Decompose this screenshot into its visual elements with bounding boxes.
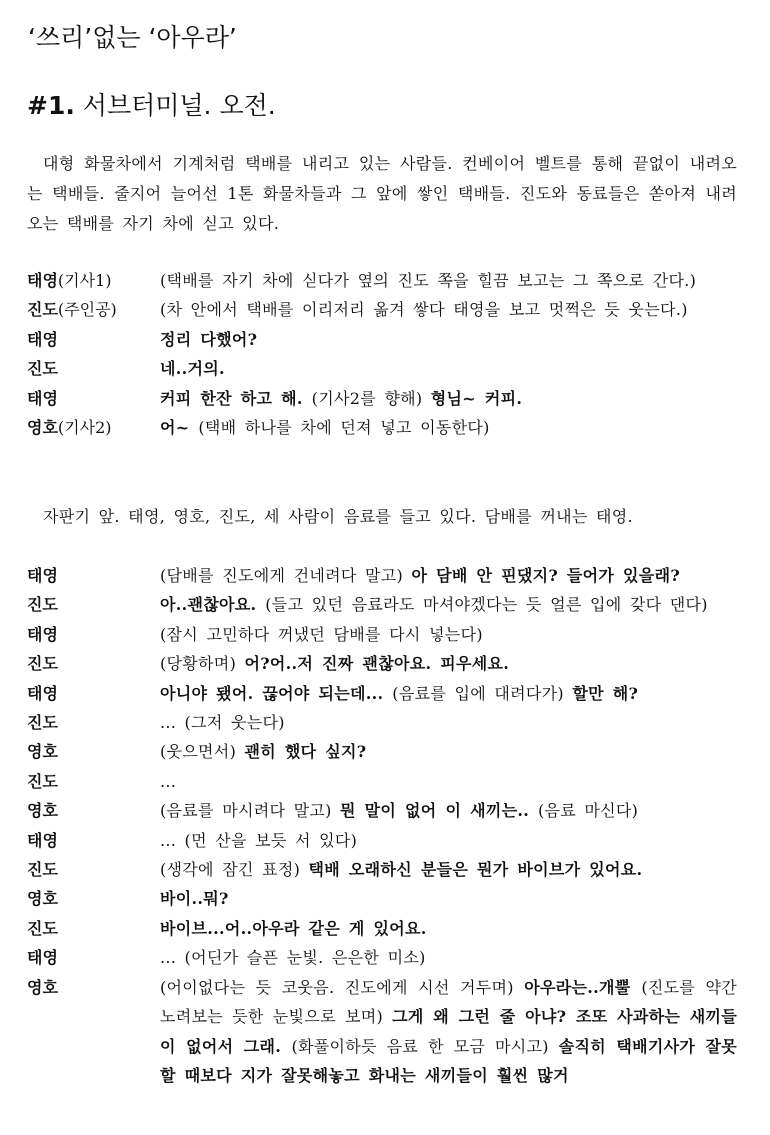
- stage-direction: ...: [160, 771, 177, 791]
- speaker-label: [27, 737, 160, 766]
- action-description-1: 대형 화물차에서 기계처럼 택배를 내리고 있는 사람들. 컨베이어 벨트를 통해 끝없이 내려오는 택배들. 줄지어 늘어선 1톤 화물차들과 그 앞에 쌓인 택배들. 진도와 동료들은 쏟아져 내려오는 택배를 자기 차에 싣고 있다.: [27, 154, 737, 233]
- spoken-line: 형님~ 커피.: [430, 388, 523, 408]
- dialogue-line: [27, 973, 737, 1091]
- spoken-line: 바이브...어..아우라 같은 게 있어요.: [160, 918, 427, 938]
- speech-text: [160, 884, 737, 913]
- speaker-name: 태영: [27, 566, 58, 585]
- speech-text: [160, 943, 737, 972]
- speech-text: [160, 708, 737, 737]
- stage-direction: (화풀이하듯 음료 한 모금 마시고): [291, 1036, 559, 1056]
- dialogue-line: [27, 737, 737, 766]
- stage-direction: (차 안에서 택배를 이리저리 옮겨 쌓다 태영을 보고 멋쩍은 듯 웃는다.): [160, 300, 688, 320]
- speech-text: [160, 384, 737, 413]
- speaker-name: 진도: [27, 359, 58, 379]
- dialogue-line: [27, 855, 737, 884]
- spoken-line: 아니야 됐어. 끊어야 되는데...: [160, 683, 393, 703]
- spoken-line: 아..괜찮아요.: [160, 595, 266, 615]
- stage-direction: (택배 하나를 차에 던져 넣고 이동한다): [198, 418, 490, 438]
- stage-direction: ... (그저 웃는다): [160, 713, 285, 733]
- speaker-label: [27, 826, 160, 855]
- speaker-label: [27, 413, 160, 442]
- dialogue-block-1: [27, 266, 737, 442]
- speaker-name: 진도: [27, 300, 58, 320]
- speaker-name: 영호: [27, 977, 58, 997]
- speech-text: [160, 914, 737, 943]
- dialogue-block-2: [27, 561, 737, 1090]
- dialogue-line: [27, 649, 737, 678]
- dialogue-line: [27, 826, 737, 855]
- speech-text: [160, 737, 737, 766]
- stage-direction: (생각에 잠긴 표정): [160, 860, 309, 880]
- speaker-label: [27, 914, 160, 943]
- speaker-name: 진도: [27, 595, 58, 615]
- speaker-name: 영호: [27, 801, 58, 821]
- speaker-name: 진도: [27, 713, 58, 733]
- spoken-line: 그게 왜 그런 줄 아냐? 조또 사과하는 새끼들이 없어서 그래.: [160, 1007, 737, 1056]
- speaker-role: (주인공): [57, 300, 117, 320]
- speech-text: [160, 796, 737, 825]
- stage-direction: (웃으면서): [160, 742, 245, 762]
- speaker-label: [27, 708, 160, 737]
- speaker-label: [27, 561, 160, 590]
- stage-direction: (담배를 진도에게 건네려다 말고): [160, 566, 412, 585]
- speech-text: [160, 649, 737, 678]
- speaker-name: 진도: [27, 771, 58, 791]
- spoken-line: 바이..뭐?: [160, 889, 229, 909]
- action-description-2: 자판기 앞. 태영, 영호, 진도, 세 사람이 음료를 들고 있다. 담배를 꺼내는 태영.: [43, 507, 633, 526]
- spoken-line: 네..거의.: [160, 359, 225, 379]
- dialogue-line: [27, 943, 737, 972]
- speech-text: [160, 266, 737, 295]
- dialogue-line: [27, 590, 737, 619]
- speaker-label: [27, 855, 160, 884]
- scene-heading: [27, 86, 276, 122]
- speaker-name: 태영: [27, 830, 58, 850]
- stage-direction: (진도를 약간 노려보는 듯한 눈빛으로 보며): [160, 977, 737, 1027]
- speech-text: [160, 826, 737, 855]
- stage-direction: (어이없다는 듯 코웃음. 진도에게 시선 거두며): [160, 977, 525, 997]
- dialogue-line: [27, 561, 737, 590]
- speaker-label: [27, 325, 160, 354]
- stage-direction: (택배를 자기 차에 싣다가 옆의 진도 쪽을 힐끔 보고는 그 쪽으로 간다.): [160, 271, 697, 290]
- stage-direction: (기사2를 향해): [311, 388, 431, 408]
- speaker-name: 영호: [27, 889, 58, 909]
- scene-number: #1.: [27, 91, 75, 120]
- dialogue-line: [27, 266, 737, 295]
- speech-text: [160, 413, 737, 442]
- speaker-name: 태영: [27, 329, 58, 349]
- spoken-line: 뭔 말이 없어 이 새끼는..: [340, 801, 538, 821]
- spoken-line: 할만 해?: [572, 683, 639, 703]
- dialogue-line: [27, 708, 737, 737]
- speaker-label: [27, 620, 160, 649]
- speaker-name: 진도: [27, 860, 58, 880]
- stage-direction: ... (먼 산을 보듯 서 있다): [160, 830, 358, 850]
- speaker-name: 태영: [27, 948, 58, 968]
- speech-text: [160, 973, 737, 1091]
- speech-text: [160, 354, 737, 383]
- dialogue-line: [27, 884, 737, 913]
- stage-direction: (음료 마신다): [537, 801, 639, 821]
- speaker-label: [27, 266, 160, 295]
- speaker-label: [27, 973, 160, 1091]
- stage-direction: (들고 있던 음료라도 마셔야겠다는 듯 얼른 입에 갖다 댄다): [265, 595, 708, 615]
- dialogue-line: [27, 620, 737, 649]
- dialogue-line: [27, 413, 737, 442]
- stage-direction: ... (어딘가 슬픈 눈빛. 은은한 미소): [160, 948, 426, 968]
- speaker-name: 진도: [27, 918, 58, 938]
- speaker-role: (기사1): [57, 271, 112, 290]
- speech-text: [160, 295, 737, 324]
- spoken-line: 어~: [160, 418, 199, 438]
- spoken-line: 커피 한잔 하고 해.: [160, 388, 312, 408]
- speaker-name: 태영: [27, 271, 58, 290]
- speaker-label: [27, 295, 160, 324]
- speech-text: [160, 767, 737, 796]
- dialogue-line: [27, 295, 737, 324]
- dialogue-line: [27, 325, 737, 354]
- speaker-name: 태영: [27, 683, 58, 703]
- document-title: ‘쓰리’없는 ‘아우라’: [28, 23, 237, 52]
- dialogue-line: [27, 354, 737, 383]
- spoken-line: 아 담배 안 핀댔지? 들어가 있을래?: [411, 566, 680, 585]
- speaker-label: [27, 354, 160, 383]
- speaker-label: [27, 943, 160, 972]
- speaker-name: 진도: [27, 654, 58, 674]
- spoken-line: 아우라는..개뿔: [524, 977, 642, 997]
- speaker-label: [27, 679, 160, 708]
- speaker-name: 태영: [27, 624, 58, 644]
- spoken-line: 괜히 했다 싶지?: [244, 742, 367, 762]
- speech-text: [160, 679, 737, 708]
- speaker-name: 영호: [27, 742, 58, 762]
- spoken-line: 정리 다했어?: [160, 329, 258, 349]
- speaker-label: [27, 649, 160, 678]
- speaker-name: 영호: [27, 418, 58, 438]
- stage-direction: (잠시 고민하다 꺼냈던 담배를 다시 넣는다): [160, 624, 483, 644]
- speaker-role: (기사2): [57, 418, 112, 438]
- speech-text: [160, 590, 737, 619]
- dialogue-line: [27, 767, 737, 796]
- speaker-label: [27, 384, 160, 413]
- stage-direction: (음료를 마시려다 말고): [160, 801, 341, 821]
- dialogue-line: [27, 384, 737, 413]
- speaker-label: [27, 796, 160, 825]
- scene-location: 서브터미널. 오전.: [82, 91, 276, 120]
- stage-direction: (음료를 입에 대려다가): [392, 683, 573, 703]
- spoken-line: 솔직히 택배기사가 잘못할 때보다 지가 잘못해놓고 화내는 새끼들이 훨씬 많거: [160, 1036, 737, 1085]
- speaker-label: [27, 767, 160, 796]
- dialogue-line: [27, 796, 737, 825]
- speaker-label: [27, 884, 160, 913]
- dialogue-line: [27, 914, 737, 943]
- speaker-name: 태영: [27, 388, 58, 408]
- speech-text: [160, 620, 737, 649]
- speech-text: [160, 561, 737, 590]
- speaker-label: [27, 590, 160, 619]
- dialogue-line: [27, 679, 737, 708]
- spoken-line: 택배 오래하신 분들은 뭔가 바이브가 있어요.: [308, 860, 643, 880]
- stage-direction: (당황하며): [160, 654, 245, 674]
- speech-text: [160, 325, 737, 354]
- spoken-line: 어?어..저 진짜 괜찮아요. 피우세요.: [244, 654, 510, 674]
- speech-text: [160, 855, 737, 884]
